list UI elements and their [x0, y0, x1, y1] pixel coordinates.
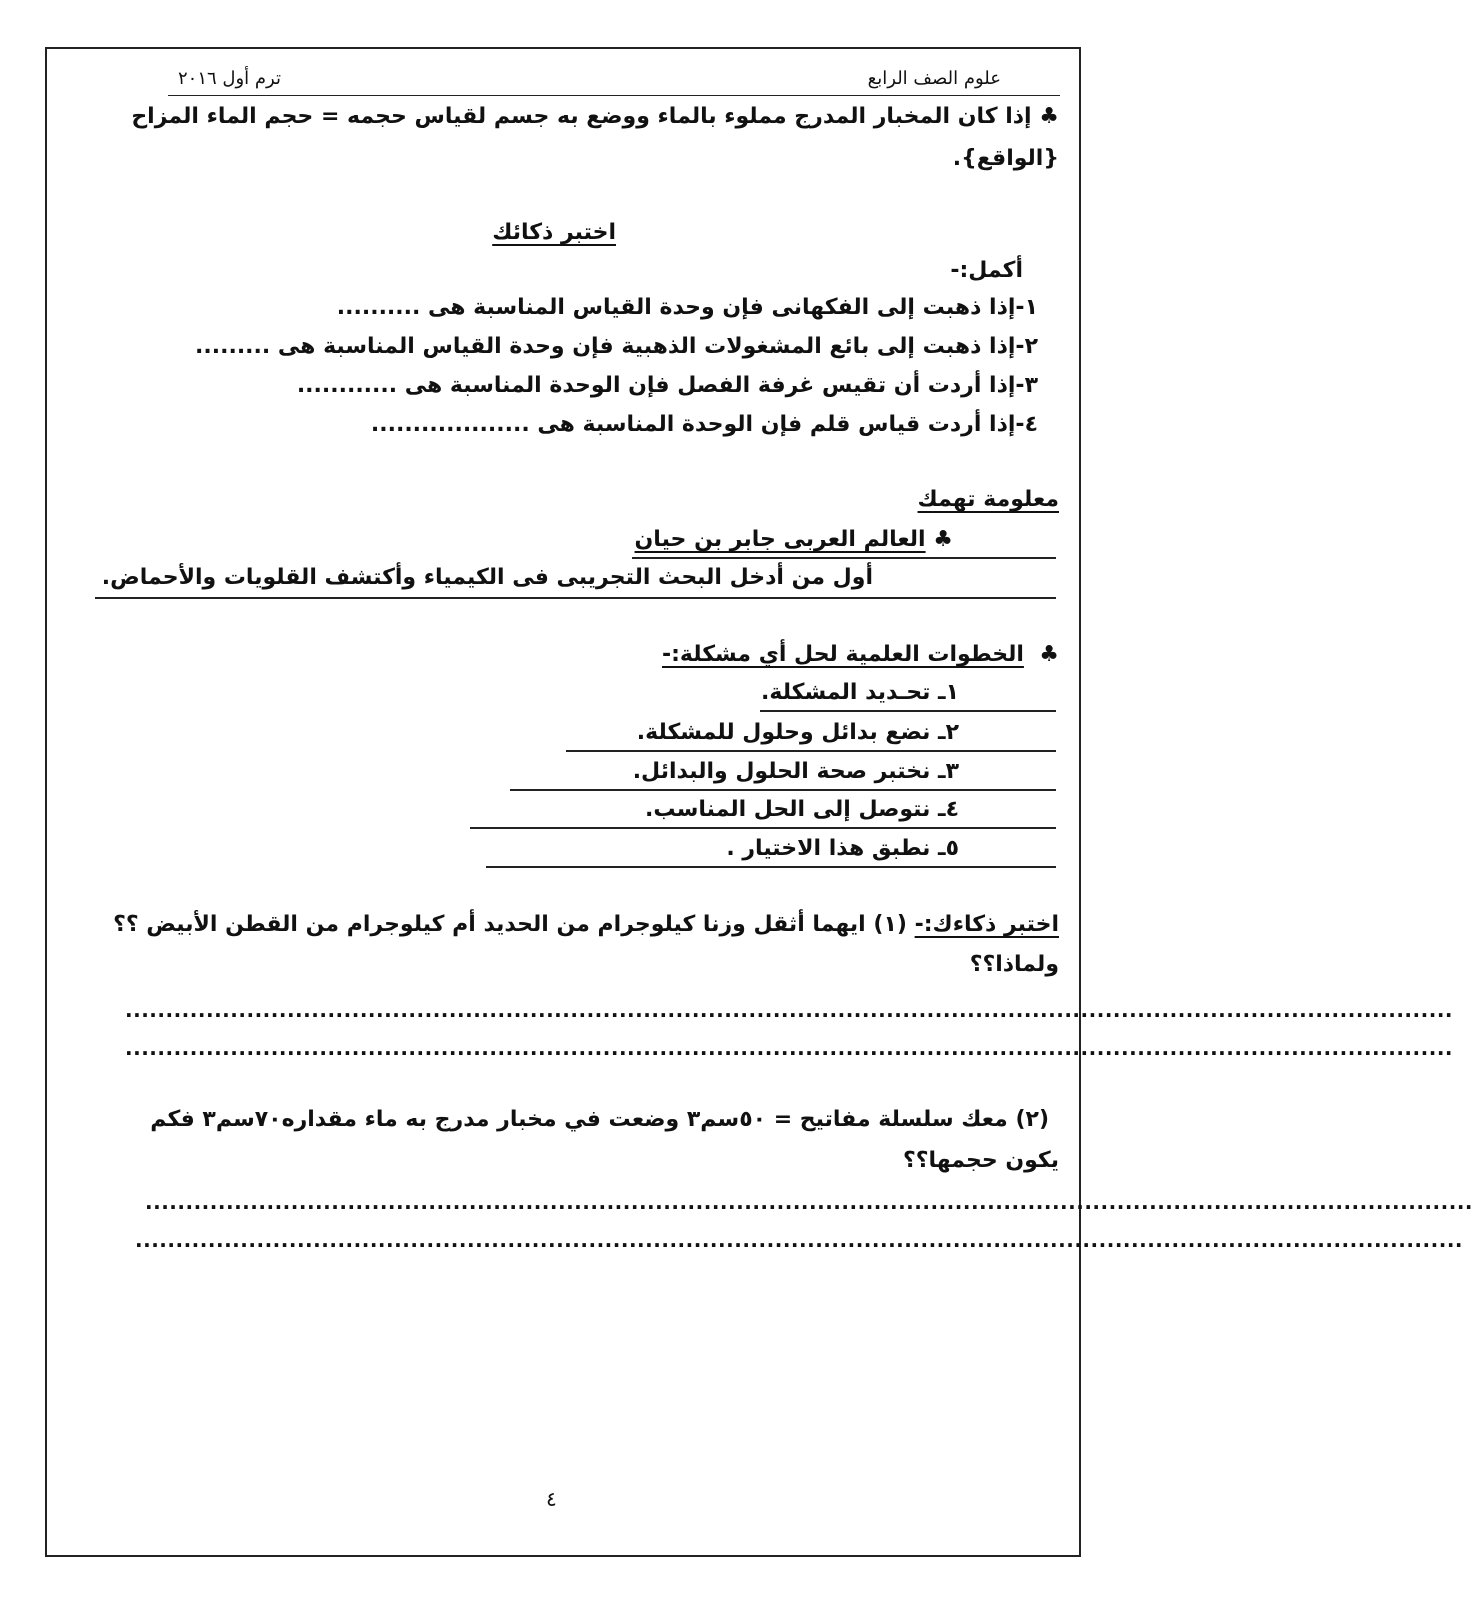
header-rule — [168, 95, 1060, 96]
step-rule — [510, 789, 1056, 791]
club-icon: ♣ — [1039, 104, 1059, 129]
answer-dots: .................................................................................................................................................................... — [135, 1228, 1464, 1252]
quiz1-item: ٤-إذا أردت قياس قلم فإن الوحدة المناسبة هى ................... — [370, 412, 1038, 437]
step-rule — [566, 750, 1056, 752]
quiz2-q1 — [113, 912, 1059, 937]
step-item: ٣ـ نختبر صحة الحلول والبدائل. — [632, 759, 959, 784]
quiz2-label: اختبر ذكاءك:- — [914, 912, 1059, 937]
step-rule — [470, 827, 1056, 829]
intro-line-1 — [131, 104, 1059, 129]
steps-title-text: الخطوات العلمية لحل أي مشكلة:- — [661, 642, 1024, 667]
step-item: ٥ـ نطبق هذا الاختيار . — [726, 836, 959, 861]
quiz1-title: اختبر ذكائك — [492, 220, 616, 245]
step-rule — [760, 710, 1056, 712]
info-name — [635, 527, 953, 552]
step-item: ٢ـ نضع بدائل وحلول للمشكلة. — [636, 720, 959, 745]
intro-line-2: {الواقع}. — [952, 146, 1059, 171]
quiz2-q2: (٢) معك سلسلة مفاتيح = ٥٠سم٣ وضعت في مخبار مدرج به ماء مقداره٧٠سم٣ فكم — [150, 1107, 1049, 1132]
info-rule-1 — [632, 557, 1056, 559]
page-number: ٤ — [546, 1487, 557, 1511]
quiz1-item: ٣-إذا أردت أن تقيس غرفة الفصل فإن الوحدة المناسبة هى ............ — [296, 373, 1038, 398]
info-desc: أول من أدخل البحث التجريبى فى الكيمياء وأكتشف القلويات والأحماض. — [101, 565, 873, 590]
intro-text: إذا كان المخبار المدرج مملوء بالماء ووضع به جسم لقياس حجمه = حجم الماء المزاح — [131, 104, 1032, 129]
step-item: ٤ـ نتوصل إلى الحل المناسب. — [645, 797, 959, 822]
quiz1-instruction: أكمل:- — [950, 258, 1023, 283]
quiz1-item: ١-إذا ذهبت إلى الفكهانى فإن وحدة القياس المناسبة هى .......... — [336, 295, 1038, 320]
answer-dots: .................................................................................................................................................................... — [125, 1036, 1454, 1060]
quiz2-q1-text: (١) ايهما أثقل وزنا كيلوجرام من الحديد أم كيلوجرام من القطن الأبيض ؟؟ — [113, 912, 907, 937]
answer-dots: .................................................................................................................................................................... — [125, 998, 1454, 1022]
step-item: ١ـ تحـديد المشكلة. — [761, 680, 959, 705]
info-rule-2 — [95, 597, 1056, 599]
quiz2-q1-cont: ولماذا؟؟ — [969, 952, 1059, 977]
step-rule — [486, 866, 1056, 868]
quiz2-q2-cont: يكون حجمها؟؟ — [902, 1148, 1059, 1173]
info-title: معلومة تهمك — [917, 487, 1059, 512]
club-icon: ♣ — [933, 527, 953, 552]
header-subject: علوم الصف الرابع — [867, 68, 1001, 89]
club-icon: ♣ — [1039, 642, 1059, 667]
info-name-text: العالم العربى جابر بن حيان — [634, 527, 926, 552]
quiz1-item: ٢-إذا ذهبت إلى بائع المشغولات الذهبية فإن وحدة القياس المناسبة هى ......... — [195, 334, 1038, 359]
header-term: ترم أول ٢٠١٦ — [178, 68, 281, 89]
answer-dots: .................................................................................................................................................................... — [145, 1190, 1473, 1214]
steps-title — [662, 642, 1059, 667]
